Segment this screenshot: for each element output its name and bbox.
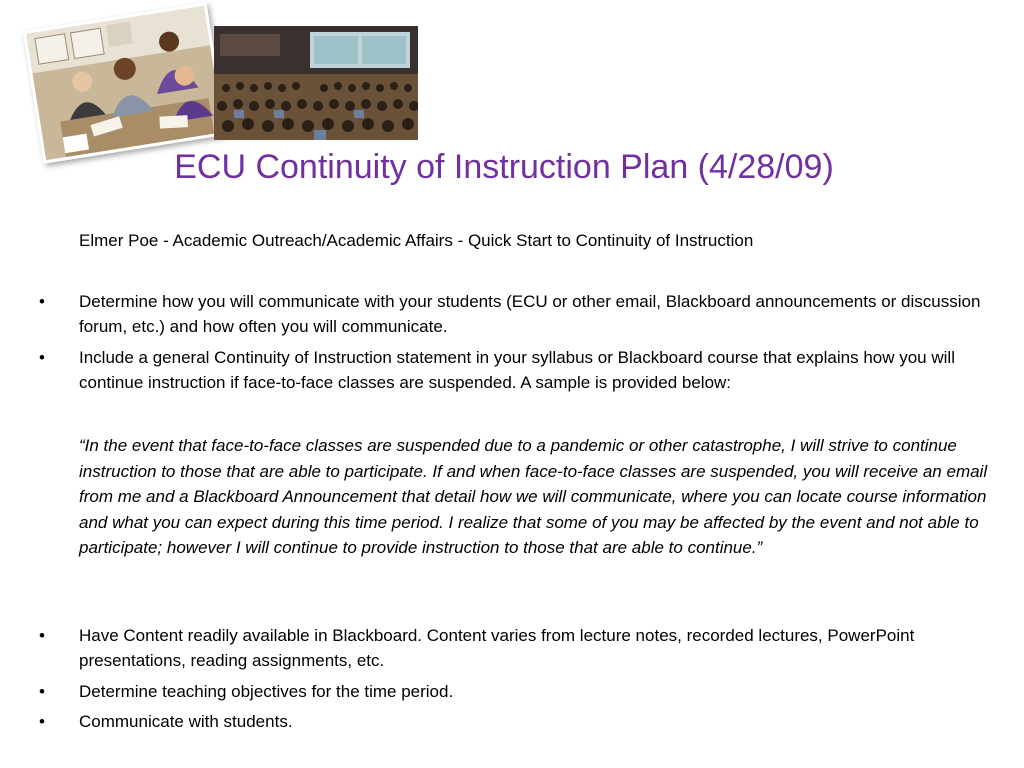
- bullet-dot: •: [39, 712, 45, 731]
- bullet-dot: •: [39, 682, 45, 701]
- bullet-text: Determine teaching objectives for the time period.: [79, 682, 454, 701]
- students-photo: [23, 2, 228, 163]
- bullet-item: [39, 679, 991, 704]
- lecture-hall-photo: [214, 26, 418, 140]
- bullet-item: [39, 289, 991, 339]
- bullet-item: [39, 345, 991, 395]
- bullet-dot: •: [39, 626, 45, 645]
- bullet-dot: •: [39, 292, 45, 311]
- bullet-item: [39, 623, 991, 673]
- bullet-text: Have Content readily available in Blackboard. Content varies from lecture notes, recorded lectures, PowerPoint presentations, reading assignments, etc.: [79, 626, 915, 670]
- slide-title: ECU Continuity of Instruction Plan (4/28/09): [174, 148, 834, 186]
- sample-statement-quote: “In the event that face-to-face classes are suspended due to a pandemic or other catastrophe, I will strive to continue instruction to those that are able to participate. If and when face-to-face classes are suspended, you will receive an email from me and a Blackboard Announcement that detail how we will communicate, where you can locate course information and what you can expect during this time period. I realize that some of you may be affected by the event and not able to participate; however I will continue to provide instruction to those that are able to continue.”: [79, 436, 988, 557]
- bullet-item: [39, 709, 991, 734]
- slide-subtitle: Elmer Poe - Academic Outreach/Academic Affairs - Quick Start to Continuity of Instruction: [79, 231, 754, 250]
- bullet-dot: •: [39, 348, 45, 367]
- bullet-text: Include a general Continuity of Instruction statement in your syllabus or Blackboard course that explains how you will continue instruction if face-to-face classes are suspended. A sample is provided below:: [79, 348, 955, 392]
- bullet-text: Determine how you will communicate with your students (ECU or other email, Blackboard announcements or discussion forum, etc.) and how often you will communicate.: [79, 292, 981, 336]
- bullet-text: Communicate with students.: [79, 712, 293, 731]
